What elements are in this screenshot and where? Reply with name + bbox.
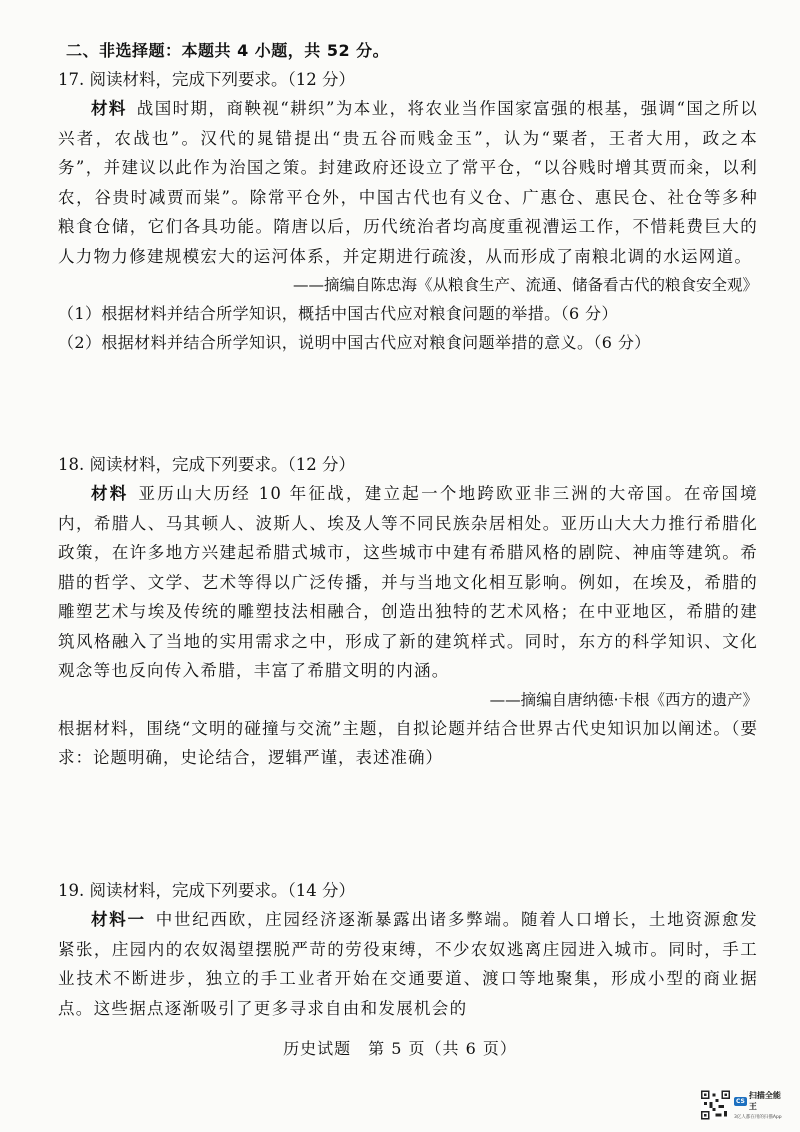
- scanner-tagline: 3亿人都在用的扫描App: [734, 1115, 782, 1120]
- page-footer: 历史试题 第 5 页（共 6 页）: [283, 1039, 517, 1058]
- scanner-watermark: [701, 1088, 787, 1122]
- scanner-label: [734, 1090, 787, 1120]
- question-17-requirement-2: （2）根据材料并结合所学知识，说明中国古代应对粮食问题举措的意义。（6 分）: [58, 333, 651, 352]
- question-18: [58, 451, 758, 773]
- material-label: 材料: [91, 99, 127, 118]
- question-19: [58, 877, 758, 1023]
- question-18-material: [58, 479, 758, 686]
- material-label: 材料: [91, 484, 129, 503]
- question-17-material: [58, 94, 758, 271]
- question-17: [58, 66, 758, 357]
- material-label: 材料一: [91, 910, 146, 929]
- question-19-material: [58, 905, 758, 1023]
- question-18-source: ——摘编自唐纳德·卡根《西方的遗产》: [489, 690, 758, 709]
- material-text: 中世纪西欧，庄园经济逐渐暴露出诸多弊端。随着人口增长，土地资源愈发紧张，庄园内的农奴渴望摆脱严苛的劳役束缚，不少农奴逃离庄园进入城市。同时，手工业技术不断进步，独立的手工业者开始在交通要道、渡口等地聚集，形成小型的商业据点。这些据点逐渐吸引了更多寻求自由和发展机会的: [58, 910, 758, 1018]
- question-17-requirement-1: （1）根据材料并结合所学知识，概括中国古代应对粮食问题的举措。（6 分）: [58, 304, 618, 323]
- question-18-title: 18. 阅读材料，完成下列要求。（12 分）: [58, 455, 355, 474]
- material-text: 战国时期，商鞅视“耕织”为本业，将农业当作国家富强的根基，强调“国之所以兴者，农战也”。汉代的晁错提出“贵五谷而贱金玉”，认为“粟者，王者大用，政之本务”，并建议以此作为治国之策。封建政府还设立了常平仓，“以谷贱时增其贾而籴，以利农，谷贵时减贾而粜”。除常平仓外，中国古代也有义仓、广惠仓、惠民仓、社仓等多种粮食仓储，它们各具功能。隋唐以后，历代统治者均高度重视漕运工作，不惜耗费巨大的人力物力修建规模宏大的运河体系，并定期进行疏浚，从而形成了南粮北调的水运网道。: [58, 99, 758, 266]
- cs-logo-icon: CS: [736, 1097, 745, 1105]
- material-text: 亚历山大历经 10 年征战，建立起一个地跨欧亚非三洲的大帝国。在帝国境内，希腊人、马其顿人、波斯人、埃及人等不同民族杂居相处。亚历山大大力推行希腊化政策，在许多地方兴建起希腊式城市，这些城市中建有希腊风格的剧院、神庙等建筑。希腊的哲学、文学、艺术等得以广泛传播，并与当地文化相互影响。例如，在埃及，希腊的雕塑艺术与埃及传统的雕塑技法相融合，创造出独特的艺术风格；在中亚地区，希腊的建筑风格融入了当地的实用需求之中，形成了新的建筑样式。同时，东方的科学知识、文化观念等也反向传入希腊，丰富了希腊文明的内涵。: [58, 484, 758, 680]
- question-17-source: ——摘编自陈忠海《从粮食生产、流通、储备看古代的粮食安全观》: [292, 276, 758, 294]
- question-18-requirement: 根据材料，围绕“文明的碰撞与交流”主题，自拟论题并结合世界古代史知识加以阐述。（要求：论题明确，史论结合，逻辑严谨，表述准确）: [58, 718, 758, 767]
- scanner-app-name: 扫描全能王: [748, 1091, 781, 1111]
- question-17-title: 17. 阅读材料，完成下列要求。（12 分）: [58, 70, 355, 89]
- qr-code-icon: [701, 1090, 730, 1120]
- question-19-title: 19. 阅读材料，完成下列要求。（14 分）: [58, 881, 355, 900]
- section-heading: 二、非选择题：本题共 4 小题，共 52 分。: [66, 41, 390, 60]
